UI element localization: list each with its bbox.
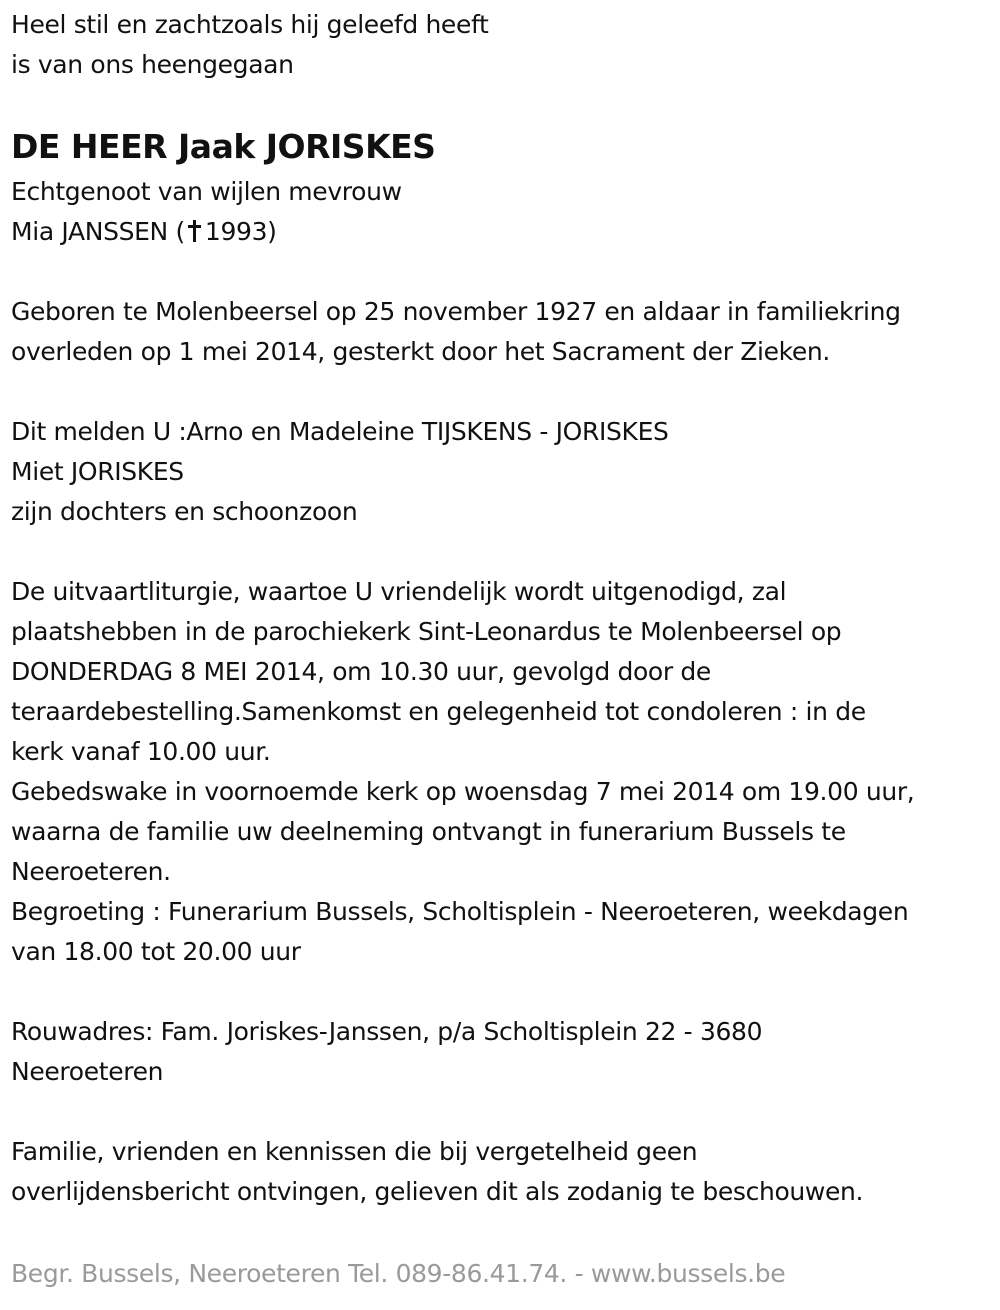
birth-death-line-2: overleden op 1 mei 2014, gesterkt door het Sacrament der Zieken.: [11, 337, 830, 366]
spouse-line-2: [11, 212, 996, 252]
closing-line-2: overlijdensbericht ontvingen, gelieven dit als zodanig te beschouwen.: [11, 1177, 864, 1206]
funeral-line: kerk vanaf 10.00 uur.: [11, 737, 271, 766]
spouse-death-year: 1993): [204, 217, 277, 246]
funeral-home-footer: Begr. Bussels, Neeroeteren Tel. 089-86.41.74. - www.bussels.be: [11, 1259, 786, 1288]
cross-icon: [188, 220, 200, 242]
address-line-2: Neeroeteren: [11, 1057, 164, 1086]
intro-line-2: is van ons heengegaan: [11, 50, 294, 79]
funeral-line: De uitvaartliturgie, waartoe U vriendelijk wordt uitgenodigd, zal: [11, 577, 787, 606]
funeral-line: DONDERDAG 8 MEI 2014, om 10.30 uur, gevolgd door de: [11, 657, 711, 686]
announcers-line-1: Dit melden U :Arno en Madeleine TIJSKENS - JORISKES: [11, 417, 669, 446]
funeral-line: waarna de familie uw deelneming ontvangt in funerarium Bussels te: [11, 817, 846, 846]
funeral-line: teraardebestelling.Samenkomst en gelegenheid tot condoleren : in de: [11, 697, 866, 726]
announcers-line-3: zijn dochters en schoonzoon: [11, 497, 358, 526]
funeral-line: plaatshebben in de parochiekerk Sint-Leonardus te Molenbeersel op: [11, 617, 842, 646]
funeral-line: Neeroeteren.: [11, 857, 171, 886]
funeral-line: Begroeting : Funerarium Bussels, Scholtisplein - Neeroeteren, weekdagen: [11, 897, 909, 926]
spouse-line-1: Echtgenoot van wijlen mevrouw: [11, 177, 402, 206]
closing-line-1: Familie, vrienden en kennissen die bij vergetelheid geen: [11, 1137, 698, 1166]
funeral-line: van 18.00 tot 20.00 uur: [11, 937, 301, 966]
birth-death-line-1: Geboren te Molenbeersel op 25 november 1927 en aldaar in familiekring: [11, 297, 901, 326]
funeral-line: Gebedswake in voornoemde kerk op woensdag 7 mei 2014 om 19.00 uur,: [11, 777, 915, 806]
death-notice: [11, 0, 996, 1212]
deceased-name: DE HEER Jaak JORISKES: [11, 127, 436, 166]
spouse-name-prefix: Mia JANSSEN (: [11, 217, 185, 246]
announcers-line-2: Miet JORISKES: [11, 457, 184, 486]
address-line-1: Rouwadres: Fam. Joriskes-Janssen, p/a Scholtisplein 22 - 3680: [11, 1017, 763, 1046]
intro-line-1: Heel stil en zachtzoals hij geleefd heeft: [11, 10, 489, 39]
